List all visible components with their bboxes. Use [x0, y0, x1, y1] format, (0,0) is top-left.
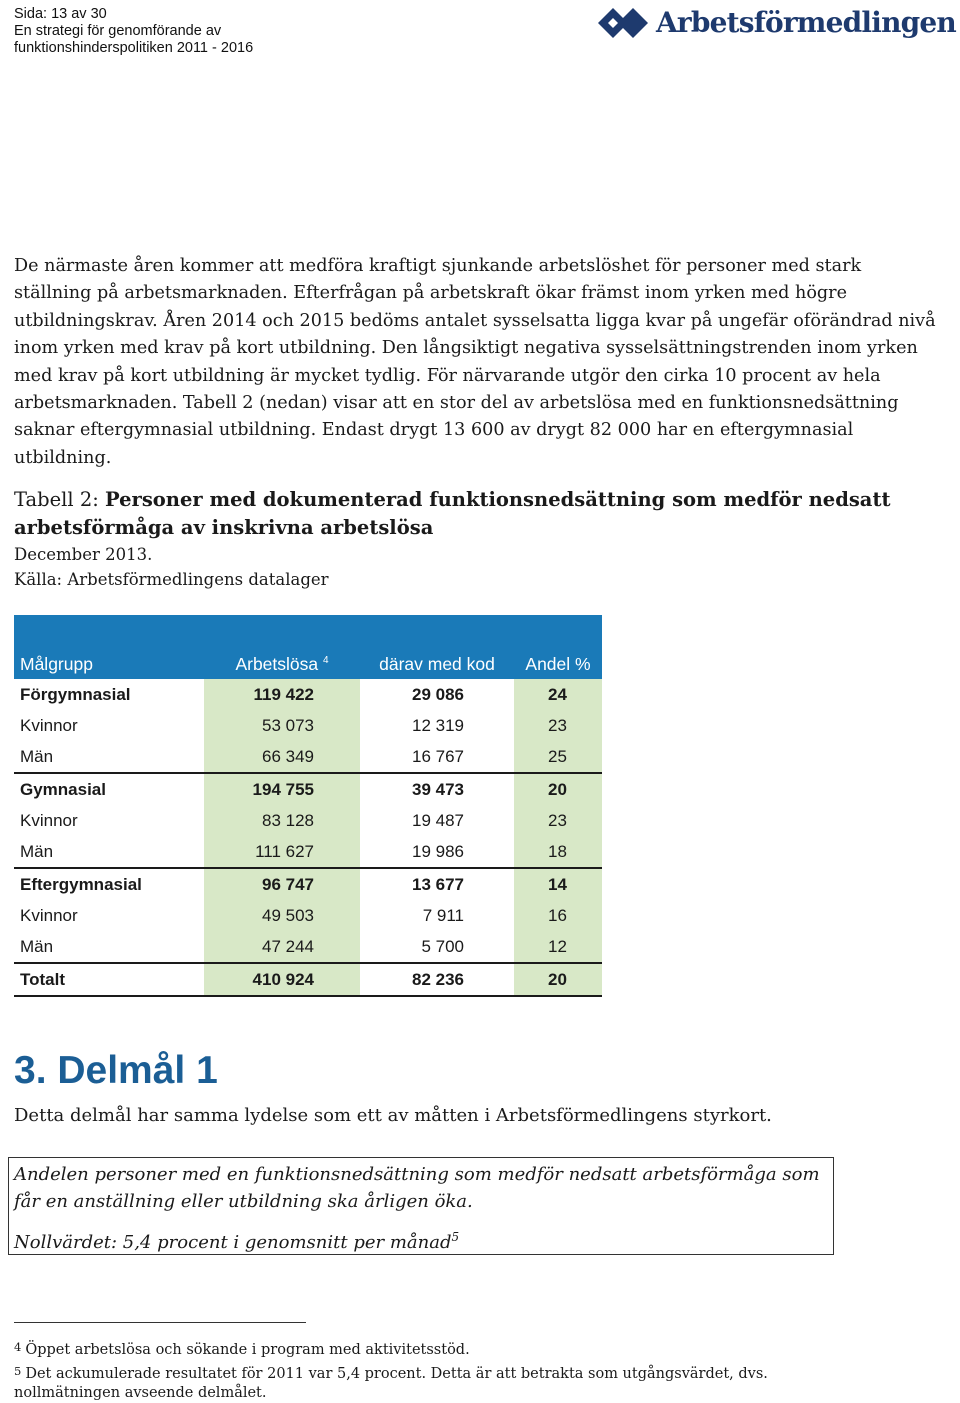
table-header-row [14, 615, 602, 679]
cell-arbetslosa: 111 627 [204, 836, 360, 868]
cell-arbetslosa: 119 422 [204, 679, 360, 710]
row-label: Totalt [14, 963, 204, 996]
cell-darav-med-kod: 39 473 [412, 779, 464, 799]
cell-andel: 24 [514, 679, 602, 710]
cell-andel: 20 [514, 963, 602, 996]
baseline-statement [14, 1230, 459, 1256]
table-row [14, 710, 602, 741]
column-header-andel: Andel % [514, 615, 602, 679]
table-caption-prefix: Tabell 2: [14, 488, 105, 511]
cell-darav-med-kod: 13 677 [412, 874, 464, 894]
cell-arbetslosa: 53 073 [204, 710, 360, 741]
footnote-ref-5: 5 [451, 1230, 460, 1244]
cell-andel: 23 [514, 710, 602, 741]
cell-darav-med-kod: 12 319 [412, 715, 464, 735]
cell-darav-med-kod: 16 767 [360, 741, 514, 773]
row-label: Förgymnasial [20, 684, 131, 704]
goal-statement: Andelen personer med en funktionsnedsättning som medför nedsatt arbetsförmåga som får en anställning eller utbildning ska årligen öka. [14, 1164, 820, 1212]
column-header-malgrupp: Målgrupp [14, 615, 204, 679]
footnote-text-continued: nollmätningen avseende delmålet. [14, 1385, 267, 1401]
footnote-text: Öppet arbetslösa och sökande i program med aktivitetsstöd. [25, 1342, 470, 1358]
cell-arbetslosa: 83 128 [204, 805, 360, 836]
intro-paragraph: De närmaste åren kommer att medföra kraftigt sjunkande arbetslöshet för personer med stark ställning på arbetsmarknaden. Efterfrågan på arbetskraft ökar främst inom yrken med högre utbildningskrav. Åren 2014 och 2015 bedöms antalet sysselsatta ligga kvar på ungefär oförändrad nivå inom yrken med krav på kort utbildning. Den långsiktigt negativa sysselsättningstrenden inom yrken med krav på kort utbildning är mycket tydlig. För närvarande utgör den cirka 10 procent av hela arbetsmarknaden. Tabell 2 (nedan) visar att en stor del av arbetslösa med en funktionsnedsättning saknar eftergymnasial utbildning. Endast drygt 13 600 av drygt 82 000 har en eftergymnasial utbildning. [14, 256, 936, 468]
row-label: Män [14, 741, 204, 773]
cell-arbetslosa: 47 244 [204, 931, 360, 963]
cell-andel: 23 [514, 805, 602, 836]
row-label: Eftergymnasial [20, 874, 142, 894]
data-table [14, 615, 602, 997]
table-caption-title: Personer med dokumenterad funktionsnedsättning som medför nedsatt arbetsförmåga av inskrivna arbetslösa [14, 488, 891, 539]
cell-darav-med-kod: 29 086 [412, 684, 464, 704]
cell-darav-med-kod: 19 986 [360, 836, 514, 868]
cell-andel: 16 [514, 900, 602, 931]
table-row [14, 805, 602, 836]
document-title-line-2: funktionshinderspolitiken 2011 - 2016 [14, 40, 254, 56]
table-row [14, 931, 602, 963]
footnote-divider [14, 1322, 306, 1323]
column-header-darav-med-kod: därav med kod [360, 615, 514, 679]
baseline-text: Nollvärdet: 5,4 procent i genomsnitt per månad [14, 1232, 452, 1253]
table-row [14, 900, 602, 931]
section-text: Detta delmål har samma lydelse som ett av måtten i Arbetsförmedlingens styrkort. [14, 1105, 772, 1126]
footnote-text: Det ackumulerade resultatet för 2011 var 5,4 procent. Detta är att betrakta som utgångsvärdet, dvs. [25, 1366, 768, 1382]
row-label: Kvinnor [20, 905, 78, 925]
logo-mark-icon [598, 8, 652, 38]
footnote-5 [14, 1362, 768, 1403]
cell-andel: 14 [514, 868, 602, 900]
row-label: Gymnasial [20, 779, 106, 799]
cell-darav-med-kod: 7 911 [422, 905, 464, 925]
cell-arbetslosa: 66 349 [204, 741, 360, 773]
page-number: Sida: 13 av 30 [14, 6, 107, 22]
document-title-line-1: En strategi för genomförande av [14, 23, 222, 39]
cell-arbetslosa: 194 755 [204, 773, 360, 805]
footnote-4 [14, 1338, 470, 1360]
arbetsformedlingen-logo [598, 8, 956, 38]
row-label: Kvinnor [20, 810, 78, 830]
section-heading: 3. Delmål 1 [14, 1049, 218, 1092]
cell-darav-med-kod: 82 236 [360, 963, 514, 996]
footnote-mark: 5 [14, 1364, 22, 1378]
row-label: Kvinnor [20, 715, 78, 735]
page-header [14, 6, 253, 57]
cell-arbetslosa: 49 503 [204, 900, 360, 931]
table-row [14, 679, 602, 710]
cell-darav-med-kod: 5 700 [360, 931, 514, 963]
table-date: December 2013. [14, 545, 153, 564]
cell-andel: 12 [514, 931, 602, 963]
column-header-arbetslosa [204, 615, 360, 679]
table-caption [14, 486, 934, 542]
table-row [14, 773, 602, 805]
cell-arbetslosa: 410 924 [204, 963, 360, 996]
logo-wordmark: Arbetsförmedlingen [655, 6, 956, 39]
cell-arbetslosa: 96 747 [204, 868, 360, 900]
row-label: Män [14, 836, 204, 868]
footnote-mark: 4 [14, 1340, 22, 1354]
table-source: Källa: Arbetsförmedlingens datalager [14, 570, 329, 589]
cell-darav-med-kod: 19 487 [412, 810, 464, 830]
cell-andel: 25 [514, 741, 602, 773]
table-row-total [14, 963, 602, 996]
column-header-arbetslosa-label: Arbetslösa [235, 654, 319, 674]
table-row [14, 836, 602, 868]
cell-andel: 18 [514, 836, 602, 868]
footnote-ref-4: 4 [323, 655, 329, 667]
row-label: Män [14, 931, 204, 963]
table-row [14, 741, 602, 773]
cell-andel: 20 [514, 773, 602, 805]
table-row [14, 868, 602, 900]
